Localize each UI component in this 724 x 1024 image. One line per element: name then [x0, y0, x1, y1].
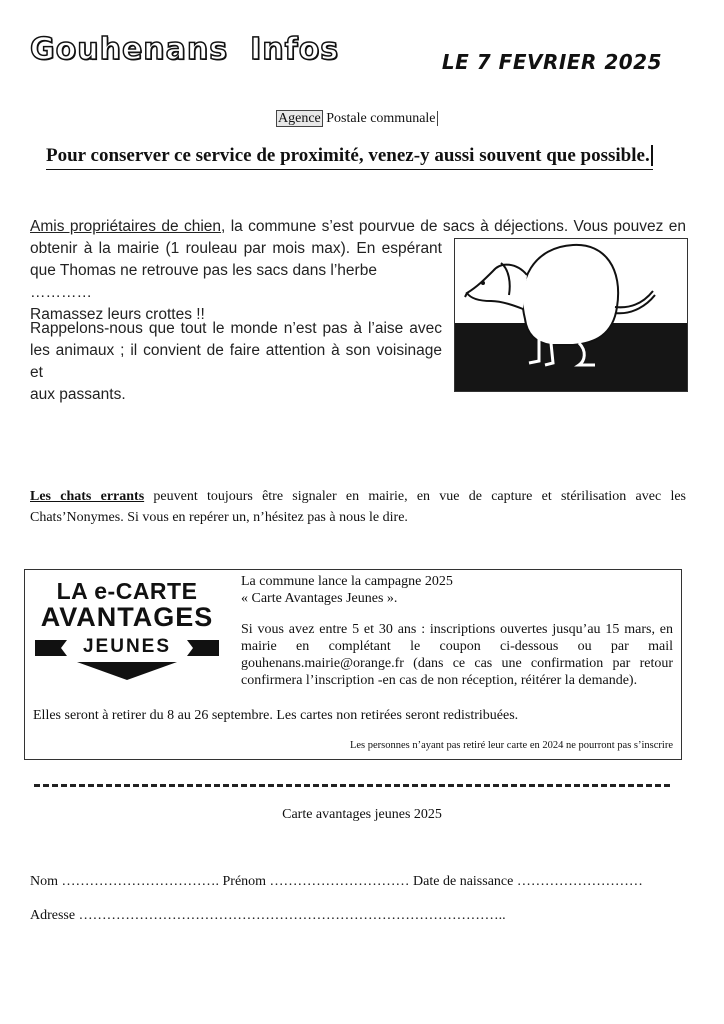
logo-line-1: LA e-CARTE [56, 578, 198, 604]
respect-line-2: les animaux ; il convient de faire attention à son voisinage et [30, 342, 442, 381]
logo-line-3: JEUNES [82, 636, 172, 657]
respect-line-3: aux passants. [30, 386, 126, 403]
carte-avantages-box [24, 569, 682, 760]
dog-illustration [454, 238, 688, 392]
dog-line-4: Ramassez leurs crottes !! [30, 306, 205, 323]
logo-line-2: AVANTAGES [40, 602, 214, 632]
carte-p2-line-4: confirmera l’inscription -en cas de non réception, réitérer la demande). [241, 673, 638, 688]
issue-date: LE 7 FEVRIER 2025 [441, 50, 662, 74]
dog-line-1-rest: , la commune s’est pourvue de sacs à déjections. Vous pouvez en [221, 218, 687, 235]
carte-p2-line-3: gouhenans.mairie@orange.fr (dans ce cas une confirmation par retour [241, 656, 673, 671]
carte-p2-line-2: mairie en complétant le coupon ci-dessous ou par mail [241, 639, 673, 654]
respect-line-1: Rappelons-nous que tout le monde n’est pas à l’aise avec [30, 320, 442, 337]
agence-rest: Postale communale [322, 111, 436, 126]
chats-line-2: Chats’Nonymes. Si vous en repérer un, n’hésitez pas à nous le dire. [30, 510, 408, 525]
cut-line [34, 784, 670, 787]
masthead-word-1: Gouhenans [30, 32, 229, 67]
chats-line-1-rest: peuvent toujours être signaler en mairie, en vue de capture et stérilisation avec les [144, 489, 686, 504]
chats-line-1 [30, 486, 686, 507]
coupon-title: Carte avantages jeunes 2025 [282, 807, 442, 822]
dog-line-3: que Thomas ne retrouve pas les sacs dans l’herbe ………… [30, 262, 377, 301]
carte-description [241, 573, 673, 689]
slogan [46, 145, 653, 170]
carte-note: Les personnes n’ayant pas retiré leur carte en 2024 ne pourront pas s’inscrire [349, 740, 673, 751]
masthead-word-2: Infos [250, 32, 340, 67]
carte-retrait: Elles seront à retirer du 8 au 26 septembre. Les cartes non retirées seront redistribuées. [33, 708, 519, 723]
agence-boxed-word: Agence [278, 111, 321, 126]
coupon-row-address: Adresse ……………………………………………………………………………….. [30, 908, 506, 923]
chats-paragraph [30, 486, 686, 528]
masthead-title [30, 32, 339, 67]
coupon-row-name: Nom ……………………………. Prénom ………………………… Date de naissance ……………………… [30, 874, 643, 889]
agence-heading [276, 111, 438, 127]
respect-paragraph [30, 318, 442, 406]
carte-avantages-logo [33, 576, 221, 680]
carte-intro-line-2: « Carte Avantages Jeunes ». [241, 591, 398, 606]
carte-p2-line-1: Si vous avez entre 5 et 30 ans : inscriptions ouvertes jusqu’au 15 mars, en [241, 622, 673, 637]
chats-title: Les chats errants [30, 489, 145, 504]
dog-line-2: obtenir à la mairie (1 rouleau par mois max). En espérant [30, 240, 442, 257]
carte-intro-line-1: La commune lance la campagne 2025 [241, 574, 453, 589]
dog-line-1 [30, 216, 686, 238]
slogan-text: Pour conserver ce service de proximité, venez-y aussi souvent que possible. [46, 145, 653, 166]
dog-title: Amis propriétaires de chien [30, 218, 222, 235]
